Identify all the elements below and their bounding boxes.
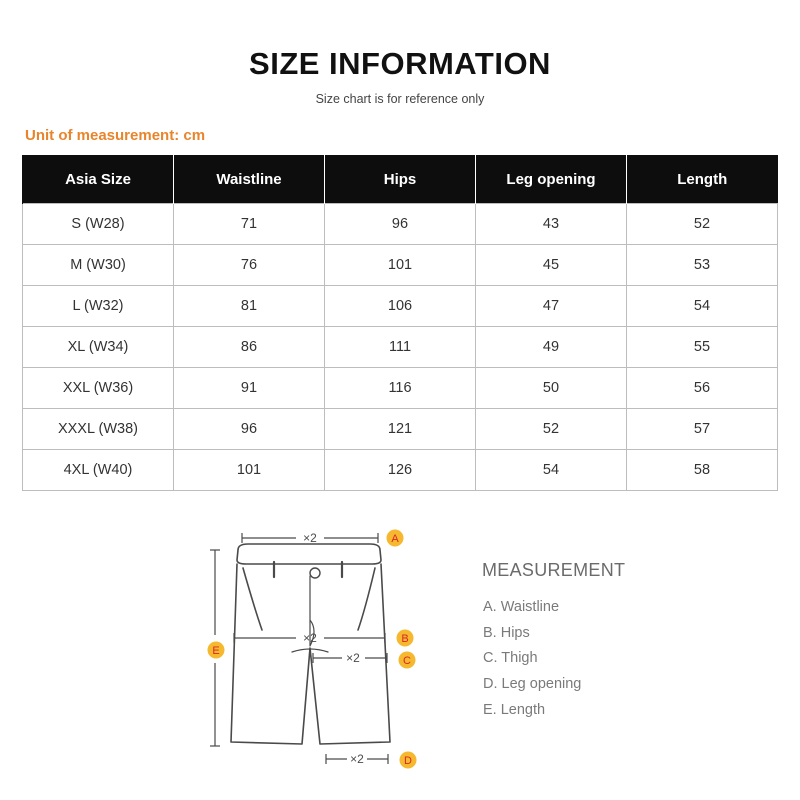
table-row: [23, 204, 778, 245]
unit-label: Unit of measurement: cm: [25, 127, 206, 144]
table-cell: 55: [627, 327, 778, 368]
table-cell: 49: [476, 327, 627, 368]
table-row: [23, 327, 778, 368]
marker-b-label: B: [401, 633, 409, 645]
table-cell: 45: [476, 245, 627, 286]
table-cell: XXXL (W38): [23, 409, 174, 450]
table-cell: 76: [174, 245, 325, 286]
column-header: Waistline: [174, 155, 325, 204]
table-cell: 86: [174, 327, 325, 368]
table-cell: 96: [325, 204, 476, 245]
table-row: [23, 286, 778, 327]
measurement-title: MEASUREMENT: [482, 560, 626, 580]
table-row: [23, 409, 778, 450]
legend-item: B. Hips: [483, 624, 530, 641]
table-cell: XL (W34): [23, 327, 174, 368]
shorts-diagram: [200, 520, 430, 780]
measurement-legend: [483, 598, 581, 726]
multiplier-label: ×2: [346, 651, 360, 665]
table-cell: 56: [627, 368, 778, 409]
table-cell: 111: [325, 327, 476, 368]
marker-c-label: C: [403, 655, 411, 667]
table-cell: 52: [627, 204, 778, 245]
legend-item: C. Thigh: [483, 650, 538, 667]
table-cell: 47: [476, 286, 627, 327]
legend-item: A. Waistline: [483, 599, 560, 615]
table-cell: XXL (W36): [23, 368, 174, 409]
multiplier-label: ×2: [303, 631, 317, 645]
multiplier-label: ×2: [350, 752, 364, 766]
table-cell: 121: [325, 409, 476, 450]
column-header: Leg opening: [476, 155, 627, 204]
table-cell: 53: [627, 245, 778, 286]
table-cell: 54: [627, 286, 778, 327]
size-table: [22, 155, 778, 491]
table-cell: 58: [627, 450, 778, 491]
table-cell: 91: [174, 368, 325, 409]
page-title: SIZE INFORMATION: [249, 46, 551, 81]
marker-d-label: D: [404, 755, 412, 767]
table-cell: M (W30): [23, 245, 174, 286]
column-header: Asia Size: [23, 155, 174, 204]
legend-item: D. Leg opening: [483, 676, 582, 693]
table-header-row: [23, 155, 778, 204]
table-row: [23, 450, 778, 491]
table-cell: 81: [174, 286, 325, 327]
table-cell: 106: [325, 286, 476, 327]
legend-item: E. Length: [483, 701, 546, 718]
table-cell: 71: [174, 204, 325, 245]
table-cell: 101: [174, 450, 325, 491]
table-cell: 126: [325, 450, 476, 491]
table-cell: 96: [174, 409, 325, 450]
column-header: Length: [627, 155, 778, 204]
table-cell: 4XL (W40): [23, 450, 174, 491]
table-cell: 52: [476, 409, 627, 450]
table-cell: 43: [476, 204, 627, 245]
marker-e-label: E: [212, 645, 220, 657]
column-header: Hips: [325, 155, 476, 204]
table-row: [23, 245, 778, 286]
table-cell: 50: [476, 368, 627, 409]
marker-a-label: A: [391, 533, 399, 545]
button-icon: [310, 568, 320, 578]
table-cell: 101: [325, 245, 476, 286]
table-cell: 116: [325, 368, 476, 409]
table-cell: 57: [627, 409, 778, 450]
multiplier-label: ×2: [303, 531, 317, 545]
table-cell: L (W32): [23, 286, 174, 327]
table-row: [23, 368, 778, 409]
page-subtitle: Size chart is for reference only: [315, 92, 485, 106]
table-cell: S (W28): [23, 204, 174, 245]
table-cell: 54: [476, 450, 627, 491]
